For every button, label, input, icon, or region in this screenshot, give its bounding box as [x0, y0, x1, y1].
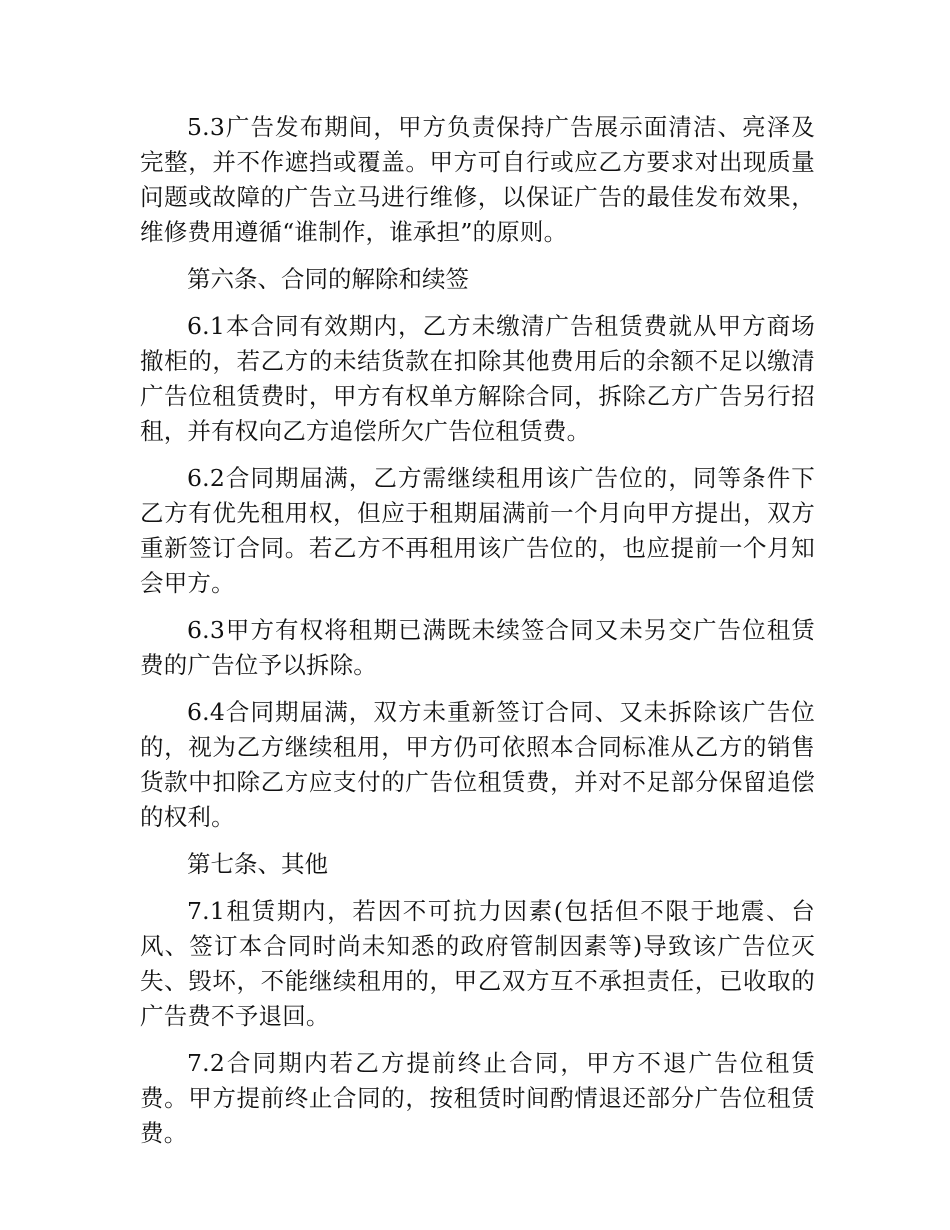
clause-7-1: 7.1租赁期内，若因不可抗力因素(包括但不限于地震、台风、签订本合同时尚未知悉的政府管制因素等)导致该广告位灭失、毁坏，不能继续租用的，甲乙双方互不承担责任，已收取的广告费不予退回。: [140, 897, 815, 1030]
clause-7-2: 7.2合同期内若乙方提前终止合同，甲方不退广告位租赁费。甲方提前终止合同的，按租赁时间酌情退还部分广告位租赁费。: [140, 1049, 815, 1147]
clause-5-3: 5.3广告发布期间，甲方负责保持广告展示面清洁、亮泽及完整，并不作遮挡或覆盖。甲方可自行或应乙方要求对出现质量问题或故障的广告立马进行维修，以保证广告的最佳发布效果，维修费用遵循“谁制作，谁承担”的原则。: [140, 113, 815, 246]
clause-6-2: 6.2合同期届满，乙方需继续租用该广告位的，同等条件下乙方有优先租用权，但应于租期届满前一个月向甲方提出，双方重新签订合同。若乙方不再租用该广告位的，也应提前一个月知会甲方。: [140, 464, 815, 597]
document-body: [140, 110, 815, 1163]
clause-6-3: 6.3甲方有权将租期已满既未续签合同又未另交广告位租赁费的广告位予以拆除。: [140, 616, 815, 679]
section-heading-article-6: 第六条、合同的解除和续签: [187, 265, 469, 293]
clause-6-1: 6.1本合同有效期内，乙方未缴清广告租赁费就从甲方商场撤柜的，若乙方的未结货款在扣除其他费用后的余额不足以缴清广告位租赁费时，甲方有权单方解除合同，拆除乙方广告另行招租，并有权向乙方追偿所欠广告位租赁费。: [140, 312, 815, 445]
section-heading-article-7: 第七条、其他: [187, 850, 328, 878]
clause-6-4: 6.4合同期届满，双方未重新签订合同、又未拆除该广告位的，视为乙方继续租用，甲方仍可依照本合同标准从乙方的销售货款中扣除乙方应支付的广告位租赁费，并对不足部分保留追偿的权利。: [140, 698, 815, 831]
